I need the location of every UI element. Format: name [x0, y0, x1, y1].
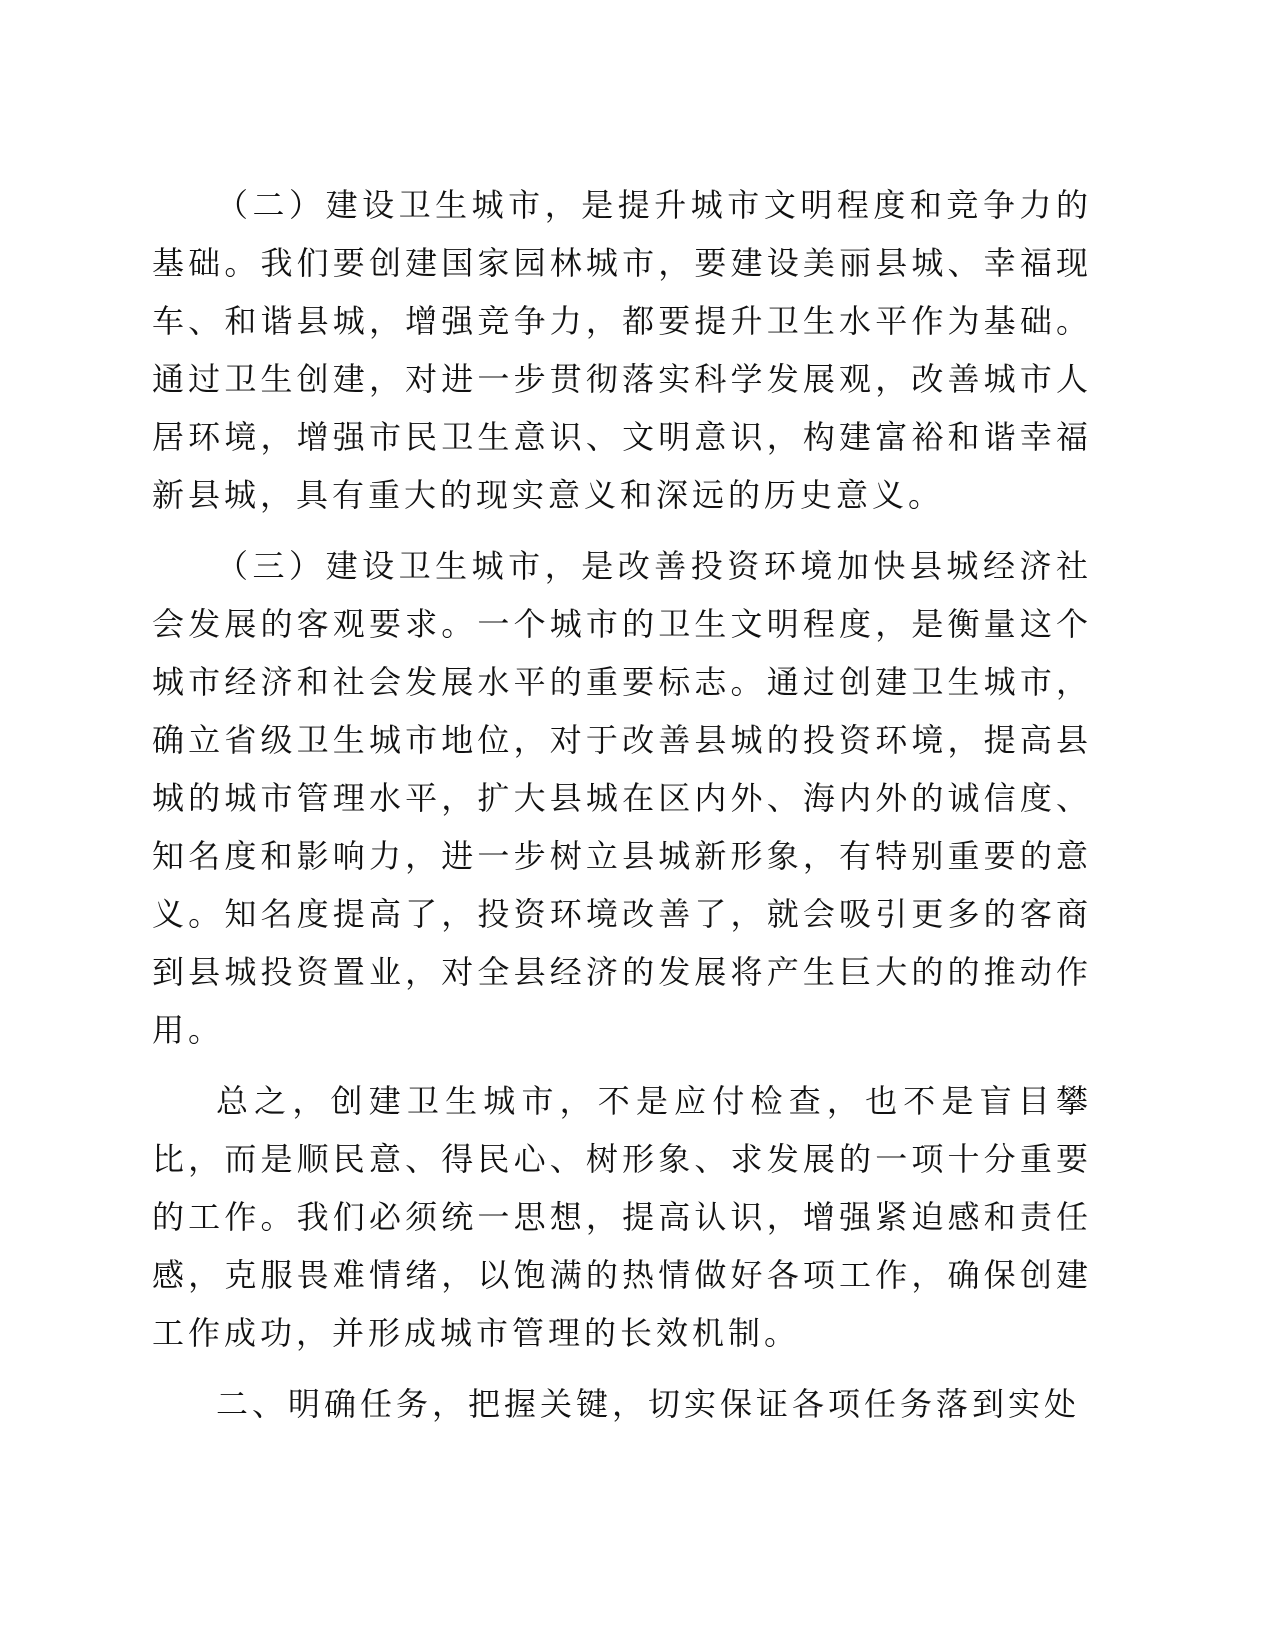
document-body [152, 176, 1092, 1433]
paragraph-2: （二）建设卫生城市，是提升城市文明程度和竞争力的基础。我们要创建国家园林城市，要建设美丽县城、幸福现车、和谐县城，增强竞争力，都要提升卫生水平作为基础。通过卫生创建，对进一步贯彻落实科学发展观，改善城市人居环境，增强市民卫生意识、文明意识，构建富裕和谐幸福新县城，具有重大的现实意义和深远的历史意义。 [152, 186, 1092, 514]
paragraph-summary: 总之，创建卫生城市，不是应付检查，也不是盲目攀比，而是顺民意、得民心、树形象、求发展的一项十分重要的工作。我们必须统一思想，提高认识，增强紧迫感和责任感，克服畏难情绪，以饱满的热情做好各项工作，确保创建工作成功，并形成城市管理的长效机制。 [152, 1082, 1092, 1352]
section-heading: 二、明确任务，把握关键，切实保证各项任务落到实处 [216, 1385, 1081, 1423]
paragraph-3: （三）建设卫生城市，是改善投资环境加快县城经济社会发展的客观要求。一个城市的卫生文明程度，是衡量这个城市经济和社会发展水平的重要标志。通过创建卫生城市，确立省级卫生城市地位，对于改善县城的投资环境，提高县城的城市管理水平，扩大县城在区内外、海内外的诚信度、知名度和影响力，进一步树立县城新形象，有特别重要的意义。知名度提高了，投资环境改善了，就会吸引更多的客商到县城投资置业，对全县经济的发展将产生巨大的的推动作用。 [152, 547, 1092, 1049]
